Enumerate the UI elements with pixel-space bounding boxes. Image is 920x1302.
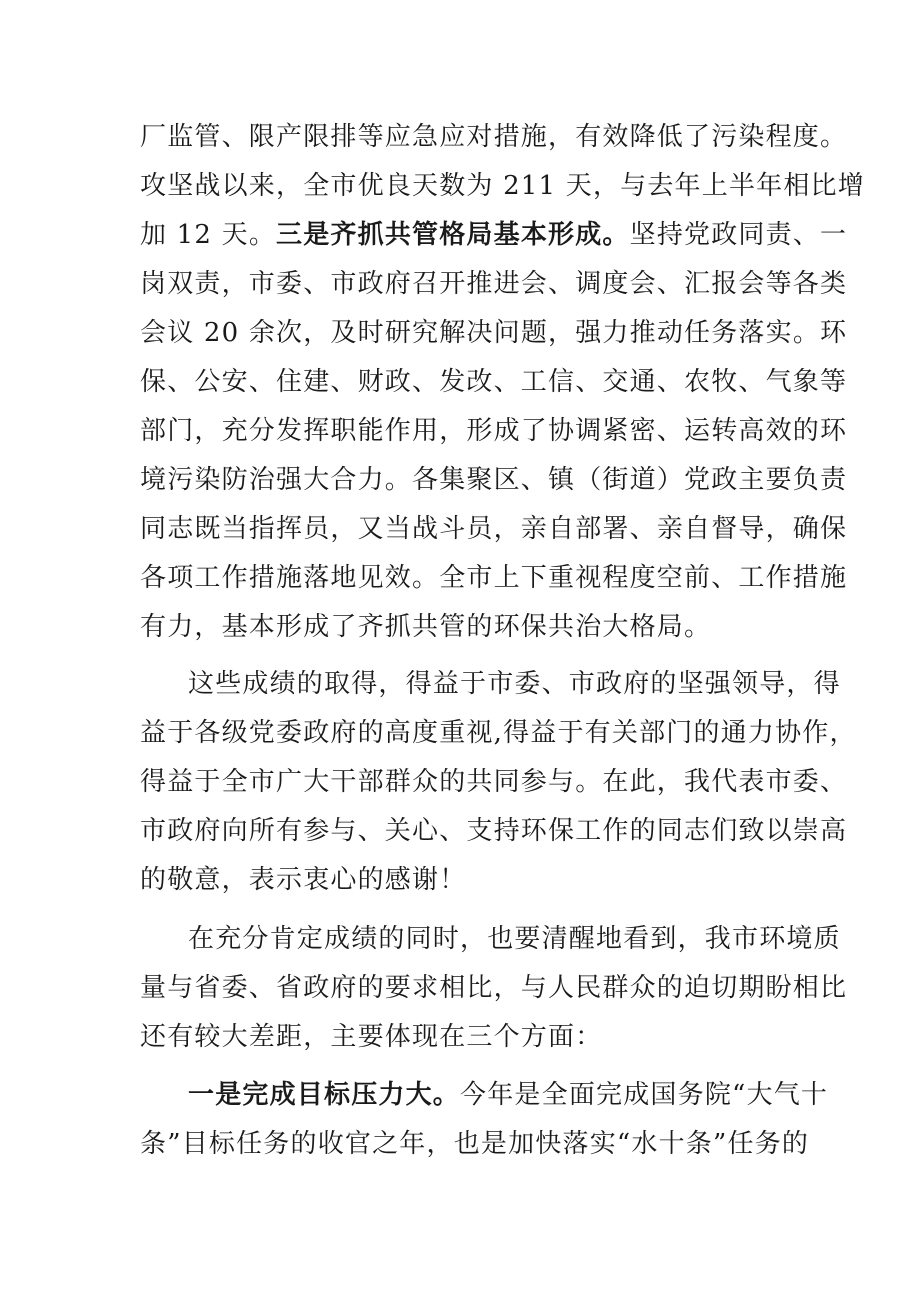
text-run: 加 12 天。 bbox=[140, 220, 277, 250]
text-line: 同志既当指挥员，又当战斗员，亲自部署、亲自督导，确保 bbox=[140, 514, 848, 544]
text-line: 保、公安、住建、财政、发改、工信、交通、农牧、气象等 bbox=[140, 367, 848, 397]
text-line: 条”目标任务的收官之年，也是加快落实“水十条”任务的 bbox=[140, 1129, 810, 1159]
text-line: 的敬意，表示衷心的感谢！ bbox=[140, 865, 467, 895]
text-line: 在充分肯定成绩的同时，也要清醒地看到，我市环境质 bbox=[188, 924, 841, 954]
paragraph-4 bbox=[140, 1071, 829, 1169]
text-line: 这些成绩的取得，得益于市委、市政府的坚强领导，得 bbox=[188, 669, 841, 699]
text-line bbox=[140, 211, 848, 260]
text-line: 得益于全市广大干部群众的共同参与。在此，我代表市委、 bbox=[140, 767, 848, 797]
text-line bbox=[140, 1071, 829, 1120]
paragraph-2 bbox=[140, 660, 857, 905]
bold-heading: 三是齐抓共管格局基本形成。 bbox=[276, 220, 630, 250]
text-line: 市政府向所有参与、关心、支持环保工作的同志们致以崇高 bbox=[140, 816, 848, 846]
text-line: 境污染防治强大合力。各集聚区、镇（街道）党政主要负责 bbox=[140, 465, 848, 495]
text-line: 会议 20 余次，及时研究解决问题，强力推动任务落实。环 bbox=[140, 318, 848, 348]
text-run: 坚持党政同责、一 bbox=[629, 220, 848, 250]
text-line: 攻坚战以来，全市优良天数为 211 天，与去年上半年相比增 bbox=[140, 171, 865, 201]
text-line: 各项工作措施落地见效。全市上下重视程度空前、工作措施 bbox=[140, 563, 848, 593]
text-line: 量与省委、省政府的要求相比，与人民群众的迫切期盼相比 bbox=[140, 973, 848, 1003]
text-line: 益于各级党委政府的高度重视,得益于有关部门的通力协作， bbox=[140, 718, 857, 748]
text-run: 今年是全面完成国务院“大气十 bbox=[460, 1080, 829, 1110]
paragraph-1 bbox=[140, 113, 865, 652]
text-line: 部门，充分发挥职能作用，形成了协调紧密、运转高效的环 bbox=[140, 416, 848, 446]
bold-heading: 一是完成目标压力大。 bbox=[188, 1080, 461, 1110]
text-line: 有力，基本形成了齐抓共管的环保共治大格局。 bbox=[140, 612, 712, 642]
text-line: 还有较大差距，主要体现在三个方面： bbox=[140, 1022, 603, 1052]
text-line: 厂监管、限产限排等应急应对措施，有效降低了污染程度。 bbox=[140, 122, 848, 152]
paragraph-3 bbox=[140, 915, 848, 1062]
text-line: 岗双责，市委、市政府召开推进会、调度会、汇报会等各类 bbox=[140, 269, 848, 299]
